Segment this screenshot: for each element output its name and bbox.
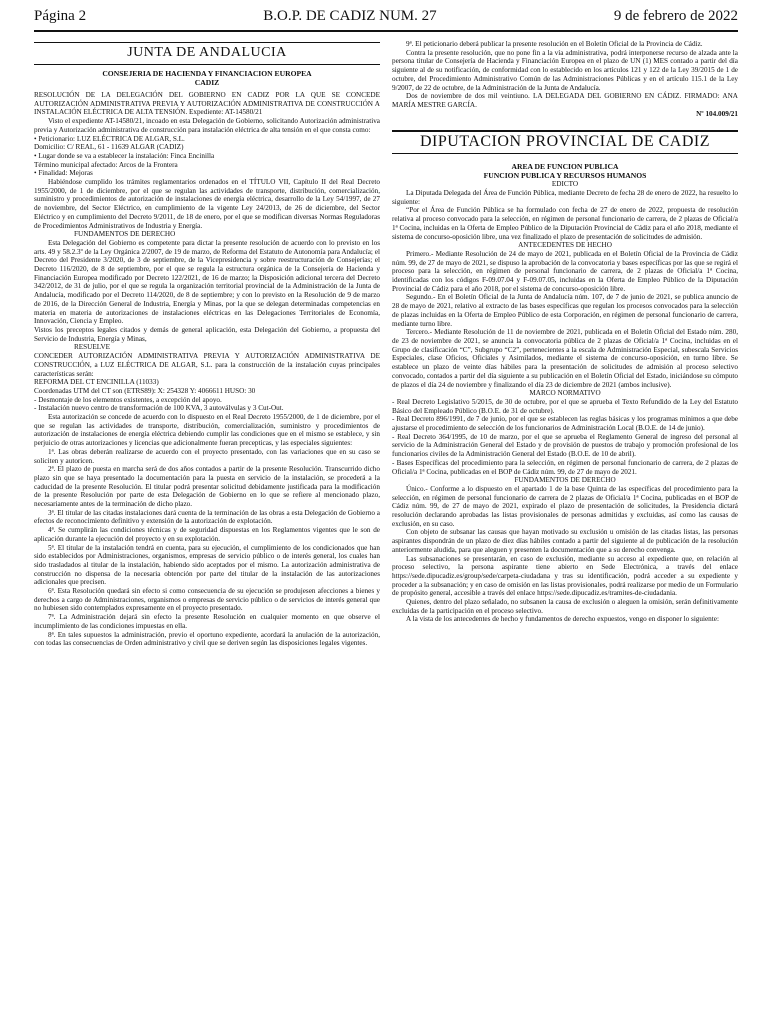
paragraph: 5ª. El titular de la instalación tendrá en cuenta, para su ejecución, el cumplimiento de los condicionados que han sido establecidos por Administraciones, organismos, empresas de servicio público o de interés general, los cuales han sido trasladados al titular de la instalación, habiendo sido aceptados por el mismo. La autorización administrativa de construcción no dispensa de la necesaria obtención por parte del titular de la instalación de las autorizaciones adicionales que precisen. xyxy=(34,543,380,587)
paragraph: • Peticionario: LUZ ELÉCTRICA DE ALGAR, S.L. xyxy=(34,134,185,143)
paragraph: Habiéndose cumplido los trámites reglamentarios ordenados en el TÍTULO VII, Capítulo II del Real Decreto 1955/2000, de 1 de diciembre, por el que se regulan las actividades de transporte, distribución, comercialización, suministro y procedimientos de autorización de instalaciones de energía eléctrica, desarrollo de la Ley 54/1997, de 27 de noviembre, del Sector Eléctrico, en cumplimiento de la vigente Ley 24/2013, de 26 de diciembre, del Sector Eléctrico y en cumplimiento del Decreto 9/2011, de 18 de enero, por el que se modifican diversas Normas Reguladoras de Procedimientos Administrativos de Industria y Energía. xyxy=(34,178,380,230)
page-number: Página 2 xyxy=(34,8,87,24)
subheading: FUNDAMENTOS DE DERECHO xyxy=(74,230,176,239)
paragraph: Término municipal afectado: Arcos de la Frontera xyxy=(34,160,178,169)
paragraph: - Real Decreto 364/1995, de 10 de marzo, por el que se aprueba el Reglamento General de ingreso del personal al servicio de la Administración General del Estado y de provisión de puestos de trabajo y promoción profesional de los funcionarios civiles de la Administración General del Estado (B.O.E. de 10 de abril). xyxy=(392,432,738,459)
paragraph: Vistos los preceptos legales citados y demás de general aplicación, esta Delegación del Gobierno, a propuesta del Servicio de Industria, Energía y Minas, xyxy=(34,325,380,343)
paragraph: Coordenadas UTM del CT son (ETRS89): X: 254328 Y: 4066611 HUSO: 30 xyxy=(34,386,256,395)
signature-ref-row xyxy=(392,110,738,119)
paragraph: Quienes, dentro del plazo señalado, no subsanen la causa de exclusión o aleguen la omisión, serán definitivamente excluidas de la participación en el proceso selectivo. xyxy=(392,598,738,615)
bulletin-date: 9 de febrero de 2022 xyxy=(613,8,738,24)
paragraph: A la vista de los antecedentes de hecho y fundamentos de derecho expuestos, vengo en disponer lo siguiente: xyxy=(406,615,719,624)
paragraph: 1ª. Las obras deberán realizarse de acuerdo con el proyecto presentado, con las variaciones que en su caso se soliciten y autoricen. xyxy=(34,447,380,465)
section-title-diputacion: DIPUTACION PROVINCIAL DE CADIZ xyxy=(392,130,738,154)
paragraph: Tercero.- Mediante Resolución de 11 de noviembre de 2021, publicada en el Boletín Oficial del Estado núm. 280, de 23 de noviembre de 2021, se anuncia la convocatoria pública de 2 plazas de Oficial/a 1ª Cocina, incluidas en el Grupo de clasificación “C”, Subgrupo “C2”, pertenecientes a la escala de Administración Especial, subescala Servicios Especiales, clase Oficios, Oficiales y Asimilados, mediante el sistema de concurso-oposición, en turno libre. Se establece un plazo de veinte días hábiles para la presentación de solicitudes de admisión al proceso selectivo convocado, contados a partir del día siguiente a su publicación en el Boletín Oficial del Estado, iniciándose su cómputo de plazos el día 24 de noviembre y finalizando el día 23 de diciembre de 2021 (ambos inclusive). xyxy=(392,328,738,389)
paragraph: 9ª. El peticionario deberá publicar la presente resolución en el Boletín Oficial de la Provincia de Cádiz. xyxy=(406,40,703,48)
paragraph: Domicilio: C/ REAL, 61 - 11639 ALGAR (CADIZ) xyxy=(34,143,184,152)
section-title-junta: JUNTA DE ANDALUCIA xyxy=(34,42,380,65)
edicto-heading: EDICTO xyxy=(551,180,579,189)
area-title: AREA DE FUNCION PUBLICA xyxy=(511,162,619,172)
paragraph: Esta Delegación del Gobierno es competente para dictar la presente resolución de acuerdo con lo previsto en los arts. 49 y 58.2.3º de la Ley Orgánica 2/2007, de 19 de marzo, de Reforma del Estatuto de Autonomía para Andalucía; el Decreto del Presidente 3/2020, de 3 de septiembre, de la Vicepresidencia y sobre reestructuración de Consejerías; el Decreto 116/2020, de 8 de septiembre, por el que se regula la estructura orgánica de la Consejería de Hacienda y Financiación Europea modificado por Decreto 122/2021, de 16 de marzo; la Disposición adicional tercera del Decreto 342/2012, de 31 de julio, por el que se regula la organización territorial provincial de la Administración de la Junta de Andalucía, modificado por el Decreto 114/2020, de 8 de septiembre; y con lo previsto en la Resolución de 9 de marzo de 2016, de la Dirección General de Industria, Energía y Minas, por la que se delegan determinadas competencias en materia en materia de autorizaciones de instalaciones eléctricas en las Delegaciones Territoriales de Economía, Innovación, Ciencia y Empleo. xyxy=(34,238,380,326)
paragraph: - Bases Específicas del procedimiento para la selección, en régimen de personal funcionario de carrera, de 2 plazas de Oficial/a 1ª Cocina, publicadas en el BOP de Cádiz núm. 99, de 27 de mayo de 2021. xyxy=(392,458,738,476)
paragraph: 8ª. En tales supuestos la administración, previo el oportuno expediente, acordará la anulación de la autorización, con todas las consecuencias de Orden administrativo y civil que se deriven según las disposiciones legales vigentes. xyxy=(34,630,380,648)
paragraph: Las subsanaciones se presentarán, en caso de exclusión, mediante su acceso al expediente que, en relación al proceso selectivo, la persona aspirante tiene abierto en Sede Electrónica, a través del enlace https://sede.dipucadiz.es/group/sede/carpeta-ciudadana y tras su identificación, podrá acceder a su expediente y proceder a la subsanación; y en caso de omisión en las listas provisionales, podrá realizarse por medio de un Formulario de propósito general, accesible a través del enlace https://sede.dipucadiz.es/tramites-de-ciudadania. xyxy=(392,554,738,598)
subheading: MARCO NORMATIVO xyxy=(529,389,601,398)
right-column xyxy=(392,40,738,648)
paragraph: Contra la presente resolución, que no pone fin a la vía administrativa, podrá interponerse recurso de alzada ante la persona titular de Consejería de Hacienda y Financiación Europea en el plazo de UN (1) MES contado a partir del día siguiente al de su notificación, de conformidad con lo establecido en los artículos 121 y 122 de la Ley 39/2015 de 1 de octubre, del Procedimiento Administrativo Común de las Administraciones Públicas y en el artículo 115.1 de la Ley 9/2007, de 22 de octubre, de la Administración de la Junta de Andalucía. xyxy=(392,48,738,92)
paragraph: Con objeto de subsanar las causas que hayan motivado su exclusión u omisión de las citadas listas, las personas aspirantes dispondrán de un plazo de diez días hábiles contado a partir del siguiente al de publicación de la resolución anteriormente aludida, para que aleguen y presenten la documentación que a su derecho convenga. xyxy=(392,528,738,554)
paragraph: 2ª. El plazo de puesta en marcha será de dos años contados a partir de la presente Resolución. Transcurrido dicho plazo sin que se haya presentado la documentación para la puesta en servicio de la instalación, se procederá a la caducidad de la presente Resolución. El titular podrá presentar solicitud debidamente justificada para la modificación de la presente Resolución por parte de esta Delegación de Gobierno en lo que se refiere al mencionado plazo, necesariamente antes de la terminación de dicho plazo. xyxy=(34,465,380,509)
paragraph: - Real Decreto 896/1991, de 7 de junio, por el que se establecen las reglas básicas y los programas mínimos a que debe ajustarse el procedimiento de selección de los funcionarios de Administración Local (B.O.E. de 14 de junio). xyxy=(392,415,738,433)
columns xyxy=(34,40,738,648)
paragraph: CONCEDER AUTORIZACIÓN ADMINISTRATIVA PREVIA Y AUTORIZACIÓN ADMINISTRATIVA DE CONSTRUCCIÓN, a LUZ ELÉCTRICA DE ALGAR, S.L. para la construcción de la instalación cuyas principales características serán: xyxy=(34,352,380,378)
area-subtitle: FUNCION PUBLICA Y RECURSOS HUMANOS xyxy=(483,171,647,181)
paragraph: 4ª. Se cumplirán las condiciones técnicas y de seguridad dispuestas en los Reglamentos vigentes que le son de aplicación durante la ejecución del proyecto y en su explotación. xyxy=(34,526,380,543)
paragraph: Esta autorización se concede de acuerdo con lo dispuesto en el Real Decreto 1955/2000, de 1 de diciembre, por el que se regulan las actividades de transporte, distribución, comercialización, suministro y procedimientos de autorización de instalaciones de energía eléctrica debiendo cumplir las condiciones que en el mismo se establece, y sin perjuicio de otras autorizaciones y licencias que adicionalmente fueran precepticas, y las especiales siguientes: xyxy=(34,413,380,448)
paragraph: Único.- Conforme a lo dispuesto en el apartado 1 de la base Quinta de las específicas del procedimiento para la selección, en régimen de personal funcionario de carrera de 2 plazas de Oficial/a 1ª Cocina, publicadas en el BOP de Cádiz núm. 99, de 27 de mayo de 2021, expirado el plazo de presentación de solicitudes, la Presidencia dictará resolución declarando aprobadas las listas provisionales de personas admitidas y excluidas, así como las causas de exclusión, en su caso. xyxy=(392,484,738,528)
org-subtitle: CADIZ xyxy=(194,78,220,87)
paragraph: 7ª. La Administración dejará sin efecto la presente Resolución en cualquier momento en que observe el incumplimiento de las condiciones impuestas en ella. xyxy=(34,613,380,630)
paragraph: - Instalación nuevo centro de transformación de 100 KVA, 3 autoválvulas y 3 Cut-Out. xyxy=(34,404,284,413)
paragraph: 6ª. Esta Resolución quedará sin efecto si como consecuencia de su ejecución se produjesen afecciones a bienes y derechos a cargo de Administraciones, organismos o empresas de servicio público o de servicios de interés general que no hubiesen sido contemplados expresamente en el proyecto presentado. xyxy=(34,587,380,613)
subheading: ANTECEDENTES DE HECHO xyxy=(518,241,612,250)
left-column xyxy=(34,40,380,648)
paragraph: • Finalidad: Mejoras xyxy=(34,169,93,178)
paragraph: - Desmontaje de los elementos existentes, a excepción del apoyo. xyxy=(34,395,222,404)
bulletin-title: B.O.P. DE CADIZ NUM. 27 xyxy=(263,8,437,24)
paragraph: Visto el expediente AT-14580/21, incoado en esta Delegación de Gobierno, solicitando Autorización administrativa previa y Autorización administrativa de construcción para instalación eléctrica de alta tensión en el que consta como: xyxy=(34,117,380,134)
subheading: FUNDAMENTOS DE DERECHO xyxy=(514,476,616,485)
paragraph: - Real Decreto Legislativo 5/2015, de 30 de octubre, por el que se aprueba el Texto Refundido de la Ley del Estatuto Básico del Empleado Público (B.O.E. de 31 de octubre). xyxy=(392,397,738,415)
resolution-heading: RESOLUCIÓN DE LA DELEGACIÓN DEL GOBIERNO EN CADIZ POR LA QUE SE CONCEDE AUTORIZACIÓN ADMINISTRATIVA PREVIA Y AUTORIZACIÓN ADMINISTRATIVA DE CONSTRUCCIÓN A INSTALACIÓN ELÉCTRICA DE ALTA TENSIÓN. Expediente: AT-14580/21 xyxy=(34,91,380,117)
header-rule xyxy=(34,30,738,32)
subheading: RESUELVE xyxy=(74,343,111,352)
paragraph: Segundo.- En el Boletín Oficial de la Junta de Andalucía núm. 107, de 7 de junio de 2021, se publica anuncio de 28 de mayo de 2021, relativo al extracto de las bases específicas que regulan los procesos convocados para la selección de plazas incluidas en la Oferta de Empleo Público de esta Corporación, en régimen de personal funcionario de carrera, mediante turno libre. xyxy=(392,293,738,328)
paragraph: REFORMA DEL CT ENCINILLA (11033) xyxy=(34,378,159,387)
signature-line: Dos de noviembre de dos mil veintiuno. LA DELEGADA DEL GOBIERNO EN CÁDIZ. FIRMADO: ANA MARÍA MESTRE GARCÍA. xyxy=(392,92,738,109)
paragraph: 3ª. El titular de las citadas instalaciones dará cuenta de la terminación de las obras a esta Delegación de Gobierno a efectos de reconocimiento definitivo y extensión de la autorización de explotación. xyxy=(34,508,380,526)
page-header xyxy=(34,8,738,26)
paragraph: Primero.- Mediante Resolución de 24 de mayo de 2021, publicada en el Boletín Oficial de la Provincia de Cádiz núm. 99, de 27 de mayo de 2021, se dispuso la aprobación de la convocatoria y bases específicas por las que se regirá el proceso para la selección, en régimen de personal funcionario de carrera, de 2 plazas de Oficial/a 1ª Cocina, identificadas con los códigos F-09.07.04 y F-09.07.05, incluidas en la Oferta de Empleo Público de la Diputación Provincial de Cádiz para el año 2018, por el sistema de concurso-oposición libre. xyxy=(392,249,738,293)
paragraph: “Por el Área de Función Pública se ha formulado con fecha de 27 de enero de 2022, propuesta de resolución relativa al proceso convocado para la selección, en régimen de personal funcionario de carrera, de 2 plazas de Oficial/a 1ª Cocina, incluidas en la Oferta de Empleo Público de la Diputación Provincial de Cádiz para el año 2018, mediante el sistema de concurso-oposición libre, una vez finalizado el plazo de presentación de solicitudes de admisión. xyxy=(392,206,738,241)
paragraph: La Diputada Delegada del Área de Función Pública, mediante Decreto de fecha 28 de enero de 2022, ha resuelto lo siguiente: xyxy=(392,189,738,206)
org-title: CONSEJERIA DE HACIENDA Y FINANCIACION EUROPEA xyxy=(102,69,312,78)
paragraph: • Lugar donde se va a establecer la instalación: Finca Encinilla xyxy=(34,151,215,160)
registry-number: Nº 104.009/21 xyxy=(696,109,738,118)
